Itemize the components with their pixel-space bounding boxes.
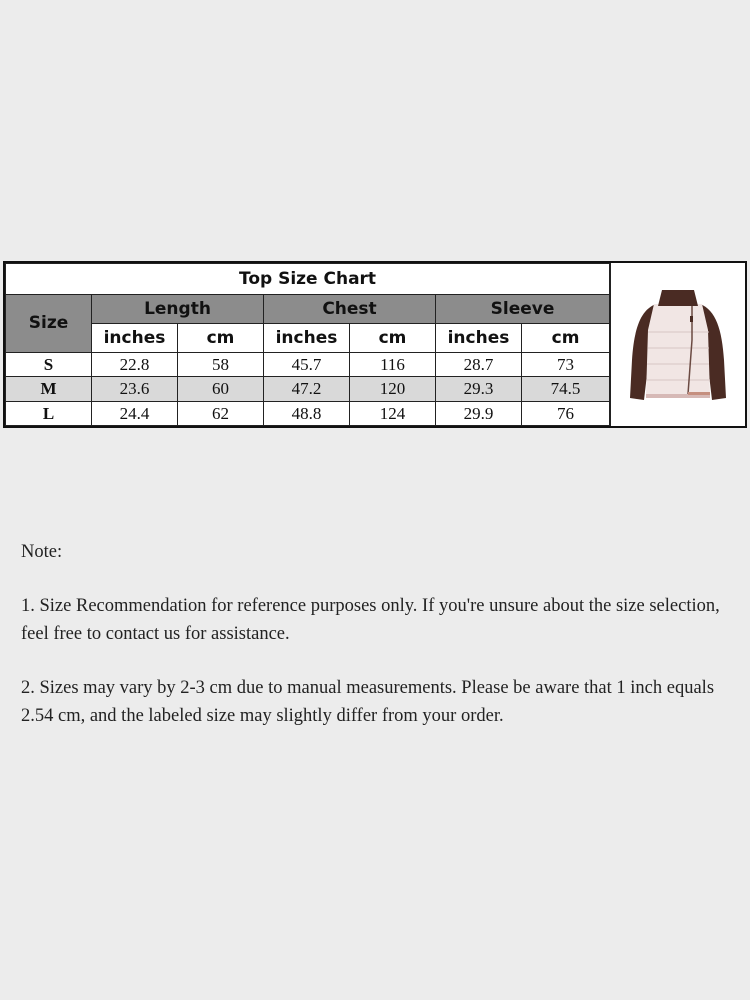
jacket-icon (618, 280, 738, 410)
size-chart (3, 261, 747, 428)
table-cell: 23.6 (92, 377, 178, 401)
table-cell: 29.3 (436, 377, 522, 401)
table-cell: 24.4 (92, 401, 178, 425)
note-item: 2. Sizes may vary by 2-3 cm due to manual measurements. Please be aware that 1 inch equals 2.54 cm, and the labeled size may slightly differ from your order. (21, 678, 715, 726)
table-cell: 74.5 (522, 377, 610, 401)
table-row (6, 401, 610, 425)
notes-section (21, 538, 736, 756)
notes-heading: Note: (21, 542, 63, 562)
size-table (5, 263, 610, 426)
table-cell: 47.2 (264, 377, 350, 401)
table-cell: 116 (350, 353, 436, 377)
unit-header: inches (92, 324, 178, 353)
group-header-length: Length (92, 295, 264, 324)
table-cell: 73 (522, 353, 610, 377)
unit-header: cm (350, 324, 436, 353)
unit-header: inches (264, 324, 350, 353)
group-header-chest: Chest (264, 295, 436, 324)
table-row (6, 353, 610, 377)
table-cell: 76 (522, 401, 610, 425)
size-column-header: Size (6, 295, 92, 353)
unit-header: cm (522, 324, 610, 353)
unit-header: cm (178, 324, 264, 353)
table-cell: 120 (350, 377, 436, 401)
table-row (6, 377, 610, 401)
table-cell: 62 (178, 401, 264, 425)
size-label: L (6, 401, 92, 425)
group-header-sleeve: Sleeve (436, 295, 610, 324)
table-cell: 22.8 (92, 353, 178, 377)
table-cell: 29.9 (436, 401, 522, 425)
table-cell: 58 (178, 353, 264, 377)
table-cell: 60 (178, 377, 264, 401)
table-cell: 45.7 (264, 353, 350, 377)
size-label: S (6, 353, 92, 377)
table-cell: 28.7 (436, 353, 522, 377)
note-item: 1. Size Recommendation for reference purposes only. If you're unsure about the size selection, feel free to contact us for assistance. (21, 596, 720, 644)
table-cell: 48.8 (264, 401, 350, 425)
product-image (610, 263, 745, 426)
table-cell: 124 (350, 401, 436, 425)
size-label: M (6, 377, 92, 401)
unit-header: inches (436, 324, 522, 353)
table-title: Top Size Chart (6, 264, 610, 295)
